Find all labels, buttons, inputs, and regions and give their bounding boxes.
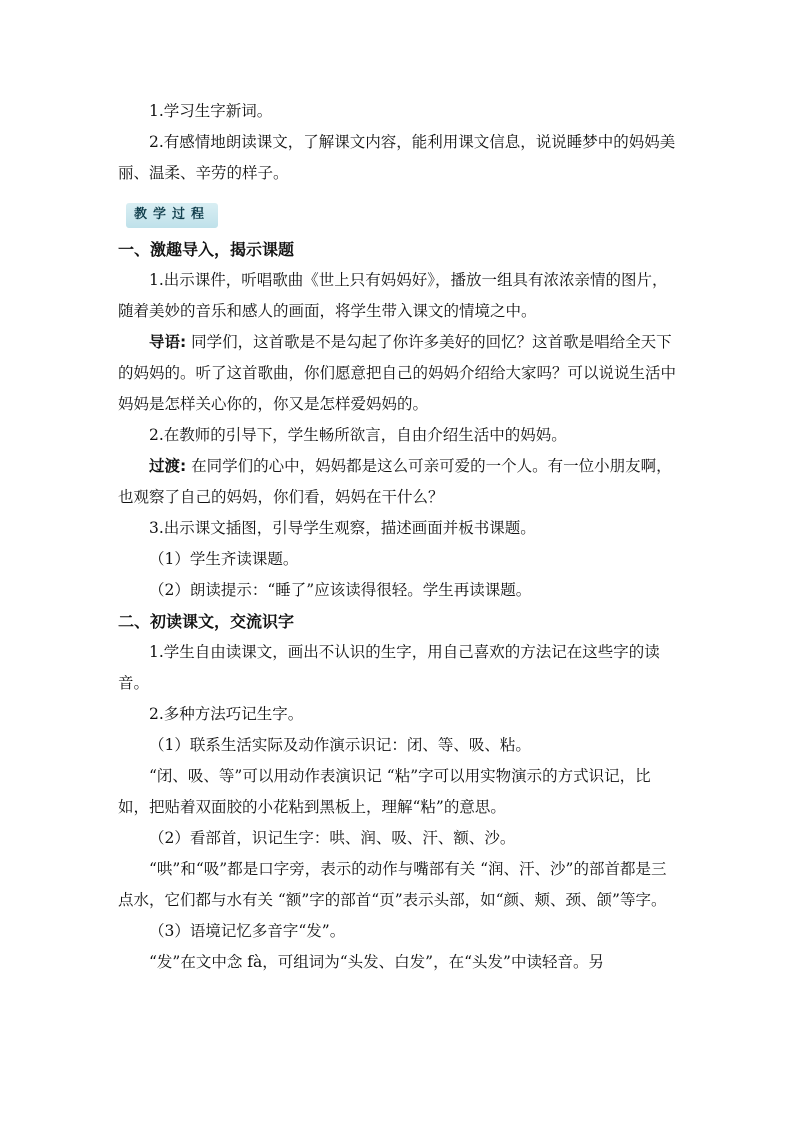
lead-text: 在同学们的心中，妈妈都是这么可亲可爱的一个人。有一位小朋友啊，也观察了自己的妈妈，你们看，妈妈在干什么？ — [118, 457, 672, 506]
s1-paragraph-5: 3.出示课文插图，引导学生观察，描述画面并板书课题。 — [149, 519, 536, 537]
lead-label: 导语: — [149, 333, 187, 351]
s1-paragraph-4 — [118, 451, 678, 513]
s2-paragraph-8: “发”在文中念 fà，可组词为“头发、白发”，在“头发”中读轻音。另 — [149, 953, 604, 971]
section1-heading: 一、激趣导入，揭示课题 — [118, 240, 295, 259]
lead-text: 同学们，这首歌是不是勾起了你许多美好的回忆？这首歌是唱给全天下的妈妈的。听了这首歌曲，你们愿意把自己的妈妈介绍给大家吗？可以说说生活中妈妈是怎样关心你的，你又是怎样爱妈妈的。 — [118, 333, 677, 413]
lead-label: 过渡: — [149, 457, 187, 475]
section-badge: 教学过程 — [126, 203, 218, 228]
s2-paragraph-4: “闭、吸、等”可以用动作表演识记 “粘”字可以用实物演示的方式识记，比如，把贴着双面胶的小花粘到黑板上，理解“粘”的意思。 — [118, 767, 651, 816]
s1-paragraph-3: 2.在教师的引导下，学生畅所欲言，自由介绍生活中的妈妈。 — [149, 426, 567, 444]
s2-paragraph-2: 2.多种方法巧记生字。 — [149, 705, 304, 723]
s2-paragraph-1: 1.学生自由读课文，画出不认识的生字，用自己喜欢的方法记在这些字的读音。 — [118, 643, 660, 692]
s2-paragraph-3: （1）联系生活实际及动作演示识记：闭、等、吸、粘。 — [149, 736, 531, 754]
s2-paragraph-6: “哄”和“吸”都是口字旁，表示的动作与嘴部有关 “润、汗、沙”的部首都是三点水，它们都与水有关 “额”字的部首“页”表示头部，如“颜、颊、颈、颌”等字。 — [118, 860, 667, 909]
goal-1: 1.学习生字新词。 — [149, 102, 273, 120]
s1-paragraph-6: （1）学生齐读课题。 — [149, 550, 299, 568]
s1-paragraph-1: 1.出示课件，听唱歌曲《世上只有妈妈好》，播放一组具有浓浓亲情的图片，随着美妙的音乐和感人的画面，将学生带入课文的情境之中。 — [118, 271, 668, 320]
goal-2: 2.有感情地朗读课文，了解课文内容，能利用课文信息，说说睡梦中的妈妈美丽、温柔、辛劳的样子。 — [118, 133, 676, 182]
s2-paragraph-7: （3）语境记忆多音字“发”。 — [149, 922, 346, 940]
section2-heading: 二、初读课文，交流识字 — [118, 612, 295, 631]
document-page — [118, 96, 678, 978]
s1-paragraph-2 — [118, 327, 678, 420]
s2-paragraph-5: （2）看部首，识记生字：哄、润、吸、汗、额、沙。 — [149, 829, 516, 847]
s1-paragraph-7: （2）朗读提示：“睡了”应该读得很轻。学生再读课题。 — [149, 581, 532, 599]
